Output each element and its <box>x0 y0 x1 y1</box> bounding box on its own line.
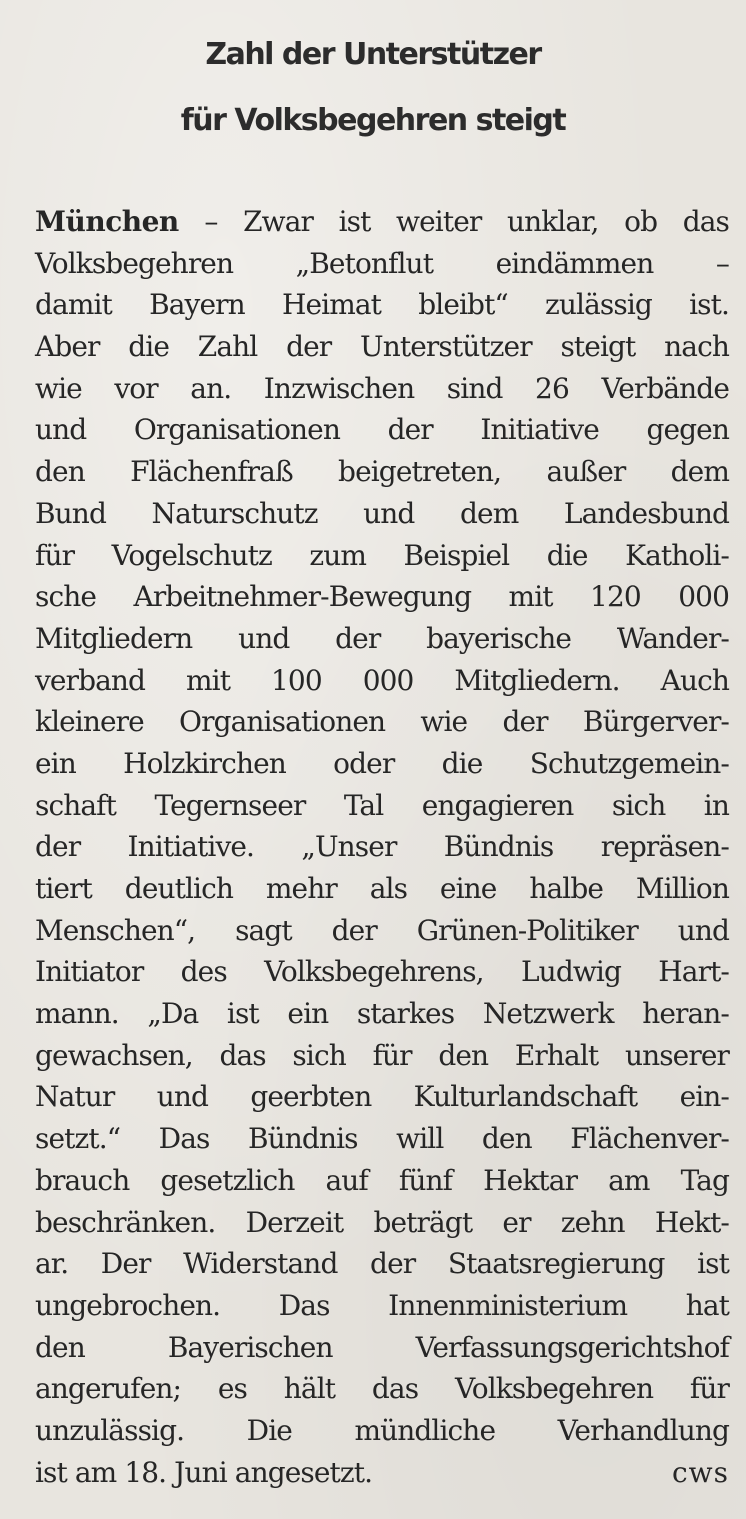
body-line-text: ist am 18. Juni angesetzt. <box>35 1455 373 1489</box>
body-line: unzulässig. Die mündliche Verhandlung <box>35 1413 729 1447</box>
body-line: Aber die Zahl der Unterstützer steigt nach <box>35 330 729 364</box>
body-line: angerufen; es hält das Volksbegehren für <box>35 1372 729 1406</box>
body-line: den Flächenfraß beigetreten, außer dem <box>35 455 729 489</box>
body-line: brauch gesetzlich auf fünf Hektar am Tag <box>35 1163 729 1197</box>
dateline: München <box>35 205 179 238</box>
body-line: für Vogelschutz zum Beispiel die Katholi- <box>35 538 729 572</box>
body-line: den Bayerischen Verfassungsgerichtshof <box>35 1330 729 1364</box>
body-line: ungebrochen. Das Innenministerium hat <box>35 1288 729 1322</box>
body-line-text: – Zwar ist weiter unklar, ob das <box>178 205 729 238</box>
body-line: Bund Naturschutz und dem Landesbund <box>35 496 729 530</box>
body-line: wie vor an. Inzwischen sind 26 Verbände <box>35 371 729 405</box>
headline-line: Zahl der Unterstützer <box>205 37 541 72</box>
body-line: gewachsen, das sich für den Erhalt unserer <box>35 1038 729 1072</box>
headline-line: für Volksbegehren steigt <box>180 103 566 138</box>
article-body <box>35 201 729 1493</box>
body-line <box>35 201 729 243</box>
body-line: sche Arbeitnehmer-Bewegung mit 120 000 <box>35 580 729 614</box>
body-line: Mitgliedern und der bayerische Wander- <box>35 621 729 655</box>
body-line: Initiator des Volksbegehrens, Ludwig Hart- <box>35 955 729 989</box>
headline <box>0 22 746 154</box>
body-line: Natur und geerbten Kulturlandschaft ein- <box>35 1080 729 1114</box>
body-line: schaft Tegernseer Tal engagieren sich in <box>35 788 729 822</box>
body-line: damit Bayern Heimat bleibt“ zulässig ist. <box>35 288 729 322</box>
body-line: der Initiative. „Unser Bündnis repräsen- <box>35 830 729 864</box>
body-line: ar. Der Widerstand der Staatsregierung ist <box>35 1247 729 1281</box>
body-line: beschränken. Derzeit beträgt er zehn Hekt- <box>35 1205 729 1239</box>
body-line: Volksbegehren „Betonflut eindämmen – <box>35 246 729 280</box>
author-signature: cws <box>671 1455 729 1489</box>
body-line: ein Holzkirchen oder die Schutzgemein- <box>35 746 729 780</box>
body-line: tiert deutlich mehr als eine halbe Million <box>35 872 729 905</box>
body-line: mann. „Da ist ein starkes Netzwerk heran- <box>35 997 729 1031</box>
body-line: und Organisationen der Initiative gegen <box>35 413 729 447</box>
body-line-last <box>35 1452 729 1494</box>
body-line: setzt.“ Das Bündnis will den Flächenver- <box>35 1122 729 1156</box>
body-line: Menschen“, sagt der Grünen-Politiker und <box>35 913 729 947</box>
body-line: verband mit 100 000 Mitgliedern. Auch <box>35 663 729 697</box>
body-line: kleinere Organisationen wie der Bürgerver- <box>35 705 729 739</box>
